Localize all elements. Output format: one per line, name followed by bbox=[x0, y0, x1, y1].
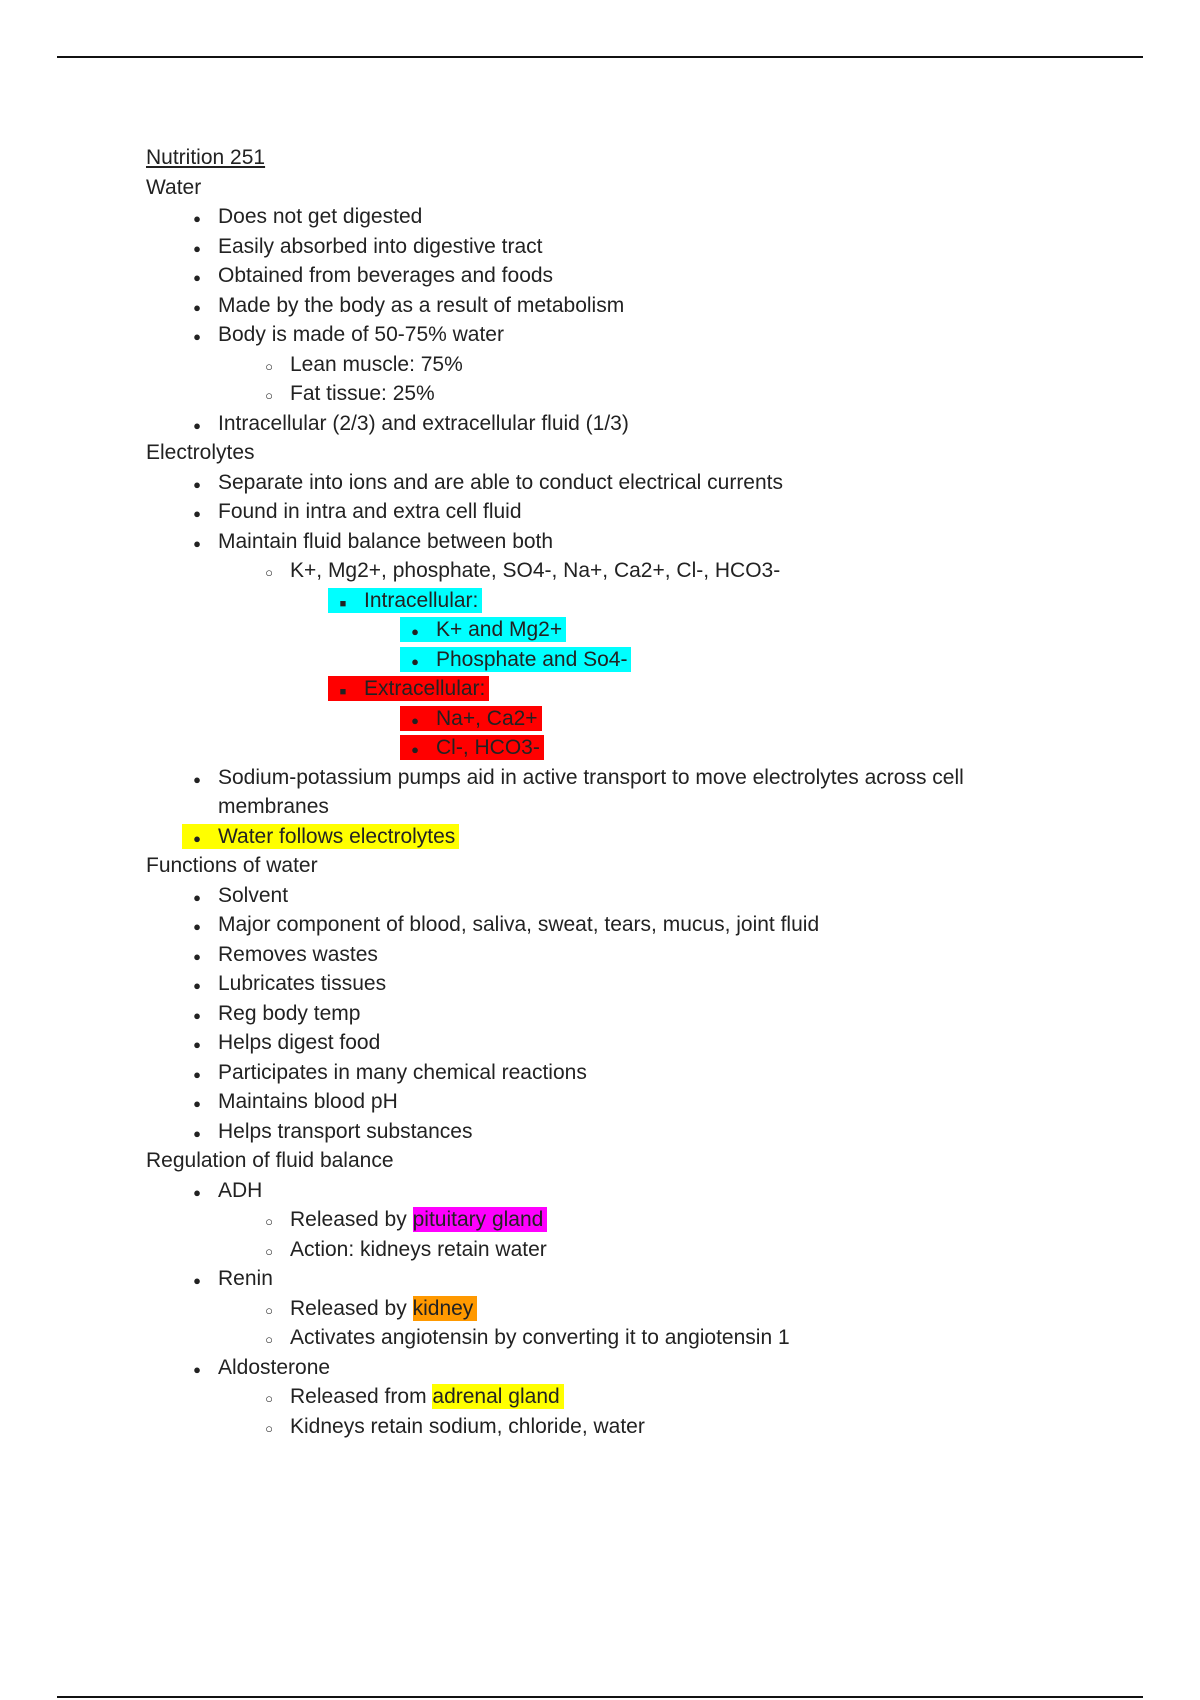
cyan-highlight: ● Phosphate and So4- bbox=[400, 647, 631, 672]
red-highlight: ● Na+, Ca2+ bbox=[400, 706, 542, 731]
electrolytes-list bbox=[146, 468, 1046, 852]
bullet-icon bbox=[182, 824, 212, 851]
list-item: ● Aldosterone bbox=[218, 1353, 1046, 1383]
square-bullet-icon bbox=[328, 588, 358, 617]
bullet-icon bbox=[182, 910, 212, 942]
cyan-highlight: ● K+ and Mg2+ bbox=[400, 617, 566, 642]
bullet-icon bbox=[182, 497, 212, 529]
bullet-icon bbox=[400, 706, 430, 733]
intracellular-item bbox=[364, 586, 1046, 616]
section-heading-electrolytes: Electrolytes bbox=[146, 441, 255, 464]
bottom-rule bbox=[57, 1696, 1143, 1698]
document-title: Nutrition 251 bbox=[146, 146, 266, 169]
bullet-icon bbox=[182, 468, 212, 500]
sub-list-item: ○ Released by pituitary gland bbox=[290, 1205, 1046, 1235]
sub-list-item: ○ Released by kidney bbox=[290, 1294, 1046, 1324]
bullet-icon bbox=[182, 1264, 212, 1296]
orange-highlight: kidney bbox=[413, 1296, 478, 1321]
list-item: ● Reg body temp bbox=[218, 999, 1046, 1029]
magenta-highlight: pituitary gland bbox=[413, 1207, 548, 1232]
yellow-highlight: adrenal gland bbox=[432, 1384, 563, 1409]
bullet-icon bbox=[400, 617, 430, 644]
circle-bullet-icon bbox=[254, 1235, 284, 1267]
intracellular-sub-item bbox=[436, 645, 1046, 675]
list-item: ● Made by the body as a result of metabolism bbox=[218, 291, 1046, 321]
list-item: ● Obtained from beverages and foods bbox=[218, 261, 1046, 291]
section-heading-regulation: Regulation of fluid balance bbox=[146, 1149, 394, 1172]
square-bullet-icon bbox=[328, 676, 358, 705]
sub-list-item: ○ K+, Mg2+, phosphate, SO4-, Na+, Ca2+, Cl-, HCO3- bbox=[290, 556, 1046, 586]
list-item: ● Participates in many chemical reactions bbox=[218, 1058, 1046, 1088]
bullet-icon bbox=[400, 735, 430, 762]
intracellular-sub-item bbox=[436, 615, 1046, 645]
list-item: ● Maintain fluid balance between both bbox=[218, 527, 1046, 557]
water-list bbox=[146, 202, 1046, 438]
list-item: ● Renin bbox=[218, 1264, 1046, 1294]
list-item: ● Helps transport substances bbox=[218, 1117, 1046, 1147]
list-item bbox=[218, 822, 1046, 852]
bullet-icon bbox=[182, 527, 212, 559]
sub-list-item: ○ Kidneys retain sodium, chloride, water bbox=[290, 1412, 1046, 1442]
document-body bbox=[146, 143, 1046, 1441]
bullet-icon bbox=[182, 763, 212, 795]
bullet-icon bbox=[182, 940, 212, 972]
bullet-icon bbox=[182, 881, 212, 913]
sub-list-item: ○ Lean muscle: 75% bbox=[290, 350, 1046, 380]
red-highlight: ■ Extracellular: bbox=[328, 676, 489, 701]
bullet-icon bbox=[182, 291, 212, 323]
list-item: ● Helps digest food bbox=[218, 1028, 1046, 1058]
bullet-icon bbox=[182, 969, 212, 1001]
sub-list-item: ○ Fat tissue: 25% bbox=[290, 379, 1046, 409]
list-item: ● Removes wastes bbox=[218, 940, 1046, 970]
bullet-icon bbox=[182, 1058, 212, 1090]
bullet-icon bbox=[182, 1353, 212, 1385]
circle-bullet-icon bbox=[254, 379, 284, 411]
bullet-icon bbox=[182, 261, 212, 293]
section-heading-functions: Functions of water bbox=[146, 854, 318, 877]
circle-bullet-icon bbox=[254, 556, 284, 588]
list-item: ● Intracellular (2/3) and extracellular fluid (1/3) bbox=[218, 409, 1046, 439]
bullet-icon bbox=[182, 202, 212, 234]
list-item: ● Separate into ions and are able to conduct electrical currents bbox=[218, 468, 1046, 498]
circle-bullet-icon bbox=[254, 1205, 284, 1237]
sub-list-item: ○ Activates angiotensin by converting it to angiotensin 1 bbox=[290, 1323, 1046, 1353]
extracellular-sub-item bbox=[436, 704, 1046, 734]
bullet-icon bbox=[400, 647, 430, 674]
cyan-highlight: ■ Intracellular: bbox=[328, 588, 482, 613]
sub-list-item: ○ Released from adrenal gland bbox=[290, 1382, 1046, 1412]
bullet-icon bbox=[182, 232, 212, 264]
extracellular-item bbox=[364, 674, 1046, 704]
bullet-icon bbox=[182, 1117, 212, 1149]
red-highlight: ● Cl-, HCO3- bbox=[400, 735, 544, 760]
circle-bullet-icon bbox=[254, 1382, 284, 1414]
bullet-icon bbox=[182, 999, 212, 1031]
list-item: ● Major component of blood, saliva, sweat, tears, mucus, joint fluid bbox=[218, 910, 1046, 940]
list-item: ● ADH bbox=[218, 1176, 1046, 1206]
regulation-list bbox=[146, 1176, 1046, 1442]
extracellular-sub-item bbox=[436, 733, 1046, 763]
circle-bullet-icon bbox=[254, 1294, 284, 1326]
top-rule bbox=[57, 56, 1143, 58]
section-heading-water: Water bbox=[146, 175, 202, 199]
bullet-icon bbox=[182, 320, 212, 352]
bullet-icon bbox=[182, 409, 212, 441]
circle-bullet-icon bbox=[254, 350, 284, 382]
functions-list bbox=[146, 881, 1046, 1147]
circle-bullet-icon bbox=[254, 1412, 284, 1444]
list-item: ● Body is made of 50-75% water bbox=[218, 320, 1046, 350]
bullet-icon bbox=[182, 1176, 212, 1208]
list-item: ● Lubricates tissues bbox=[218, 969, 1046, 999]
list-item: ● Does not get digested bbox=[218, 202, 1046, 232]
yellow-highlight: ● Water follows electrolytes bbox=[182, 824, 459, 849]
list-item: ● Found in intra and extra cell fluid bbox=[218, 497, 1046, 527]
bullet-icon bbox=[182, 1087, 212, 1119]
list-item: ● Sodium-potassium pumps aid in active transport to move electrolytes across cell membranes bbox=[218, 763, 1046, 822]
list-item: ● Solvent bbox=[218, 881, 1046, 911]
list-item: ● Maintains blood pH bbox=[218, 1087, 1046, 1117]
bullet-icon bbox=[182, 1028, 212, 1060]
circle-bullet-icon bbox=[254, 1323, 284, 1355]
sub-list-item: ○ Action: kidneys retain water bbox=[290, 1235, 1046, 1265]
list-item: ● Easily absorbed into digestive tract bbox=[218, 232, 1046, 262]
